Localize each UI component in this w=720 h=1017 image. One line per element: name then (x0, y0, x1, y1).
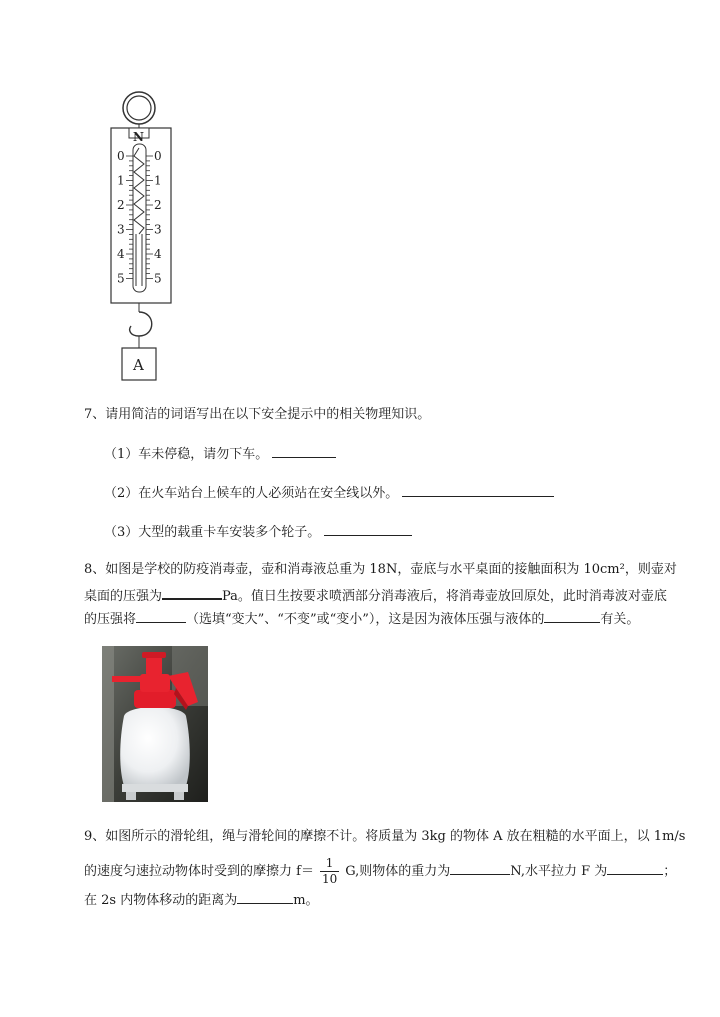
tick-label-left-0: 0 (117, 149, 125, 163)
tick-label-right-3: 3 (154, 222, 162, 237)
scale-slot (133, 144, 146, 292)
q9-distance-blank[interactable] (237, 889, 293, 904)
q7-item3-text: （3）大型的载重卡车安装多个轮子。 (104, 525, 321, 540)
scale-hook (130, 312, 152, 336)
q7-item3 (104, 521, 412, 543)
q7-stem: 7、请用简洁的词语写出在以下安全提示中的相关物理知识。 (84, 407, 431, 422)
q9-line2-b: G,则物体的重力为 (345, 864, 451, 879)
tick-label-right-4: 4 (154, 247, 162, 261)
q9-line3 (84, 889, 319, 911)
q9-fraction (320, 856, 339, 887)
tick-label-left-1: 1 (117, 173, 125, 188)
q8-line2 (84, 584, 667, 607)
tick-label-right-5: 5 (154, 271, 162, 286)
q8-line2-b: Pa。值日生按要求喷洒部分消毒液后，将消毒壶放回原处，此时消毒波对壶底 (222, 589, 667, 604)
tick-label-left-2: 2 (117, 198, 125, 212)
tick-label-right-1: 1 (154, 173, 162, 188)
q9-line2-c: N,水平拉力 F 为 (510, 864, 608, 879)
q7-item1 (104, 443, 336, 465)
q7-item2-blank[interactable] (402, 482, 554, 497)
q9-line3-b: m。 (293, 893, 319, 908)
q7-item1-blank[interactable] (272, 443, 336, 458)
q9-weight-blank[interactable] (450, 860, 510, 875)
q8-line1: 8、如图是学校的防疫消毒壶，壶和消毒液总重为 18N，壶底与水平桌面的接触面积为 10cm²，则壶对 (84, 562, 677, 577)
q7-item1-text: （1）车未停稳，请勿下车。 (104, 447, 269, 462)
tick-label-right-0: 0 (154, 149, 162, 163)
weight-label: A (133, 356, 144, 374)
tick-label-right-2: 2 (154, 198, 162, 212)
q9-frac-den: 10 (321, 872, 338, 886)
q8-line2-a: 桌面的压强为 (84, 589, 163, 604)
q9-line2-d: ； (663, 864, 677, 879)
q8-line3-b: （选填“变大”、“不变”或“变小”），这是因为液体压强与液体的 (186, 612, 545, 627)
scale-ring (123, 92, 155, 124)
scale-unit: N (133, 130, 144, 144)
tick-label-left-5: 5 (117, 271, 125, 286)
q9-frac-num: 1 (320, 856, 339, 872)
q8-factor-blank[interactable] (544, 608, 600, 623)
q8-pressure-blank[interactable] (162, 584, 222, 600)
q8-change-blank[interactable] (136, 608, 186, 623)
q7-item3-blank[interactable] (324, 521, 412, 536)
q9-line1: 9、如图所示的滑轮组，绳与滑轮间的摩擦不计。将质量为 3kg 的物体 A 放在粗糙的水平面上，以 1m/s (84, 829, 686, 844)
q8-line3-c: 有关。 (600, 612, 640, 627)
q9-line3-a: 在 2s 内物体移动的距离为 (84, 893, 238, 908)
q8-line3 (84, 608, 639, 630)
q9-line2 (84, 856, 676, 887)
q7-item2-text: （2）在火车站台上候车的人必须站在安全线以外。 (104, 486, 399, 501)
q9-force-blank[interactable] (607, 860, 663, 875)
sprayer-photo (102, 646, 208, 802)
q8-line3-a: 的压强将 (84, 612, 137, 627)
tick-label-left-4: 4 (117, 247, 125, 261)
spring-scale-figure (100, 86, 190, 386)
tick-label-left-3: 3 (117, 222, 125, 237)
q9-line2-a: 的速度匀速拉动物体时受到的摩擦力 f＝ (84, 864, 314, 879)
q7-item2 (104, 482, 554, 504)
